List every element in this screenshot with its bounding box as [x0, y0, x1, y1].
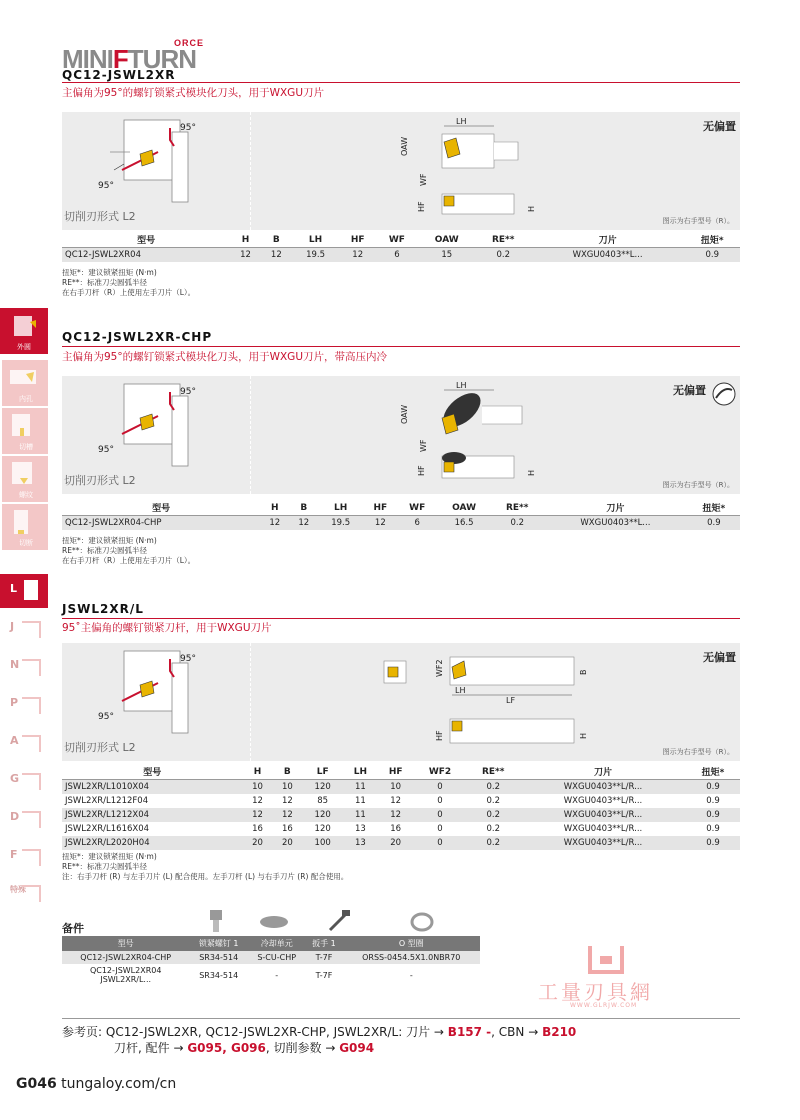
table-cell: 16: [390, 824, 402, 834]
table-cell: 0.2: [476, 248, 531, 263]
panel-divider: [250, 112, 251, 230]
column-header: 型号: [62, 232, 230, 248]
letter-tab-a[interactable]: A: [0, 726, 48, 760]
parts-cell: SR34-514: [189, 951, 248, 964]
table-cell: 0: [437, 796, 443, 806]
reference-pages: 参考页: QC12-JSWL2XR, QC12-JSWL2XR-CHP, JSWL2XR/L: 刀片 → B157 -, CBN → B210 刀杆, 配件 → G095, G096, 切削参数 → G094: [62, 1025, 577, 1055]
side-tab-label: 切槽: [19, 443, 33, 451]
coolant-unit-icon: [260, 916, 288, 928]
column-header: H: [243, 764, 273, 780]
section-3-cut-label: 切削刃形式 L2: [64, 741, 136, 754]
parts-column-header: 冷却单元: [248, 936, 305, 951]
section-3-notes: [62, 852, 348, 882]
wrench-icon: [330, 910, 350, 930]
section-1-drawing: [62, 112, 740, 230]
parts-table: [62, 936, 480, 986]
column-header: B: [272, 764, 302, 780]
table-cell: 15: [418, 248, 476, 263]
table-cell: 0.2: [467, 780, 520, 795]
parts-cell: ORSS-0454.5X1.0NBR70: [343, 951, 480, 964]
section-3-drawing: [62, 643, 740, 761]
reference-rule: [62, 1018, 740, 1019]
table-cell: 16.5: [437, 516, 492, 531]
brand-logo-text: MINIFTURN: [62, 44, 196, 74]
section-3-drawing-panel: [62, 643, 740, 761]
side-tab-label: 外圆: [17, 343, 31, 351]
svg-text:95°: 95°: [98, 712, 114, 722]
column-header: H: [260, 500, 289, 516]
column-header: 型号: [62, 764, 243, 780]
parts-title: 备件: [62, 922, 84, 935]
table-cell: 0.2: [486, 824, 500, 834]
table-row: [62, 836, 740, 850]
letter-tab-special[interactable]: 特殊: [0, 876, 48, 910]
table-cell: 0.9: [684, 248, 740, 263]
parts-row: [62, 951, 480, 964]
svg-text:LH: LH: [456, 117, 467, 126]
svg-text:95°: 95°: [180, 387, 196, 397]
table-cell: 13: [355, 824, 366, 834]
section-2-drawing-panel: [62, 376, 740, 494]
table-cell: 12: [260, 516, 289, 531]
letter-tab-d[interactable]: D: [0, 802, 48, 836]
svg-text:H: H: [579, 732, 588, 739]
table-cell: 13: [343, 836, 378, 850]
table-cell: 10: [272, 780, 302, 795]
side-tab-label: 内孔: [19, 395, 33, 403]
svg-text:WF: WF: [419, 173, 428, 186]
table-cell: 100: [302, 836, 343, 850]
svg-text:LF: LF: [506, 696, 516, 705]
note-line: RE**：标准刀尖圆弧半径: [62, 278, 147, 287]
table-cell: 120: [302, 780, 343, 795]
grooving-icon: [2, 408, 48, 442]
column-header: LH: [292, 232, 340, 248]
table-row: [62, 516, 740, 531]
table-cell: 0.9: [686, 808, 740, 822]
svg-text:HF: HF: [417, 201, 426, 212]
column-header: LF: [302, 764, 343, 780]
note-line: 扭矩*：建议锁紧扭矩 (N·m): [62, 852, 157, 861]
table-cell: 0: [413, 780, 466, 795]
column-header: RE**: [476, 232, 531, 248]
column-header: 刀片: [531, 232, 685, 248]
section-1-cut-label: 切削刃形式 L2: [64, 210, 136, 223]
table-cell: QC12-JSWL2XR04: [62, 248, 230, 263]
parting-icon: [2, 504, 48, 538]
watermark-logo-icon: [586, 944, 626, 974]
ref-link-g095[interactable]: G095, G096: [187, 1041, 266, 1055]
table-cell: 0.2: [486, 796, 500, 806]
letter-tab-g[interactable]: G: [0, 764, 48, 798]
column-header: B: [289, 500, 318, 516]
table-cell: 12: [363, 516, 398, 531]
section-2-cut-label: 切削刃形式 L2: [64, 474, 136, 487]
table-cell: 0.9: [706, 824, 720, 834]
l-shape-icon: [0, 574, 48, 608]
watermark-url: WWW.GLRJW.COM: [570, 1002, 638, 1009]
svg-text:95°: 95°: [98, 181, 114, 191]
website-link[interactable]: tungaloy.com/cn: [61, 1076, 177, 1092]
table-row: [62, 794, 740, 808]
table-cell: 85: [317, 796, 329, 806]
special-shape-icon: [0, 876, 48, 910]
ref-link-g094[interactable]: G094: [339, 1041, 375, 1055]
table-cell: WXGU0403**L/R...: [520, 836, 686, 850]
table-cell: 20: [378, 836, 414, 850]
section-1-subtitle: 主偏角为95°的螺钉锁紧式模块化刀头，用于WXGU刀片: [62, 87, 325, 99]
table-cell: 0: [413, 836, 466, 850]
column-header: HF: [339, 232, 376, 248]
table-cell: 12: [230, 248, 261, 263]
parts-cell: SR34-514: [199, 970, 239, 980]
svg-text:WF2: WF2: [435, 659, 444, 677]
column-header: WF: [398, 500, 437, 516]
side-tab-threading[interactable]: [2, 456, 48, 502]
p-shape-icon: [0, 688, 48, 722]
j-shape-icon: [0, 612, 48, 646]
table-cell: 20: [272, 836, 302, 850]
table-cell: WXGU0403**L...: [531, 248, 685, 263]
threading-icon: [2, 456, 48, 490]
d-shape-icon: [0, 802, 48, 836]
side-tab-grooving[interactable]: [2, 408, 48, 454]
svg-text:B: B: [579, 669, 588, 675]
screw-icon: [210, 910, 222, 932]
parts-column-header: 锁紧螺钉 1: [189, 936, 248, 951]
section-3-rule: [62, 618, 740, 619]
letter-tab-j[interactable]: J: [0, 612, 48, 646]
svg-text:95°: 95°: [180, 123, 196, 133]
column-header: HF: [378, 764, 414, 780]
section-3-rh-note: 图示为右手型号（R）。: [662, 748, 734, 756]
parts-column-header: O 型圈: [343, 936, 480, 951]
svg-text:95°: 95°: [98, 445, 114, 455]
panel-divider: [250, 376, 251, 494]
table-cell: 0.9: [686, 780, 740, 795]
note-line: 在右手刀杆（R）上使用左手刀片（L）。: [62, 288, 196, 297]
page-number: G046: [16, 1076, 57, 1092]
side-tab-label: 切断: [19, 539, 33, 547]
table-cell: JSWL2XR/L1212X04: [62, 808, 243, 822]
table-cell: 11: [355, 796, 366, 806]
column-header: LH: [318, 500, 363, 516]
panel-divider: [250, 643, 251, 761]
ref-link-b210[interactable]: B210: [542, 1025, 577, 1039]
table-cell: QC12-JSWL2XR04-CHP: [62, 516, 260, 531]
a-shape-icon: [0, 726, 48, 760]
column-header: B: [261, 232, 292, 248]
section-2-rule: [62, 346, 740, 347]
f-shape-icon: [0, 840, 48, 874]
table-cell: WXGU0403**L/R...: [520, 780, 686, 795]
parts-column-header: 扳手 1: [305, 936, 342, 951]
column-header: 扭矩*: [684, 232, 740, 248]
table-cell: 12: [261, 248, 292, 263]
table-cell: 0.2: [467, 808, 520, 822]
table-cell: 0: [437, 824, 443, 834]
ref-link-b157[interactable]: B157 -: [447, 1025, 492, 1039]
column-header: WF: [376, 232, 418, 248]
note-line: 在右手刀杆（R）上使用左手刀片（L）。: [62, 556, 196, 565]
table-cell: 120: [302, 808, 343, 822]
table-cell: 12: [281, 796, 293, 806]
table-cell: JSWL2XR/L1616X04: [65, 824, 150, 834]
table-cell: 19.5: [292, 248, 340, 263]
column-header: 扭矩*: [686, 764, 740, 780]
letter-tab-l[interactable]: L: [0, 574, 48, 608]
parts-cell: QC12-JSWL2XR04 JSWL2XR/L...: [89, 966, 162, 984]
parts-cell: -: [409, 970, 413, 980]
svg-text:LH: LH: [456, 381, 467, 390]
table-cell: 12: [378, 808, 414, 822]
svg-text:OAW: OAW: [400, 136, 409, 156]
note-line: 扭矩*：建议锁紧扭矩 (N·m): [62, 536, 157, 545]
table-cell: WXGU0403**L/R...: [563, 824, 643, 834]
column-header: 刀片: [520, 764, 686, 780]
table-row: [62, 822, 740, 836]
section-3-title: JSWL2XR/L: [62, 602, 144, 616]
brand-logo: [62, 38, 252, 74]
table-cell: 12: [243, 808, 273, 822]
table-cell: 16: [252, 824, 263, 834]
section-2-title: QC12-JSWL2XR-CHP: [62, 330, 213, 344]
table-cell: 12: [339, 248, 376, 263]
side-tab-label: 螺纹: [19, 491, 33, 499]
section-1-rule: [62, 82, 740, 83]
table-cell: 0.9: [688, 516, 740, 531]
column-header: OAW: [437, 500, 492, 516]
section-1-title: QC12-JSWL2XR: [62, 68, 176, 82]
svg-text:H: H: [527, 469, 536, 476]
svg-text:HF: HF: [417, 465, 426, 476]
external-turning-icon: [0, 308, 48, 342]
section-1-drawing-panel: [62, 112, 740, 230]
section-2-offset: 无偏置: [673, 384, 706, 397]
parts-row: [62, 964, 480, 986]
table-row: [62, 808, 740, 822]
section-1-rh-note: 图示为右手型号（R）。: [662, 217, 734, 225]
svg-text:H: H: [527, 205, 536, 212]
table-row: [62, 248, 740, 263]
column-header: RE**: [491, 500, 543, 516]
letter-tab-p[interactable]: P: [0, 688, 48, 722]
table-cell: 12: [289, 516, 318, 531]
letter-tab-n[interactable]: N: [0, 650, 48, 684]
table-row: [62, 780, 740, 795]
section-1-notes: [62, 268, 195, 298]
column-header: RE**: [467, 764, 520, 780]
side-tab-external[interactable]: [0, 308, 48, 354]
column-header: HF: [363, 500, 398, 516]
svg-text:WF: WF: [419, 439, 428, 452]
table-cell: 0.2: [467, 836, 520, 850]
column-header: WF2: [413, 764, 466, 780]
section-1-spec-table: [62, 232, 740, 262]
section-2-spec-table: [62, 500, 740, 530]
table-cell: WXGU0403**L/R...: [520, 808, 686, 822]
column-header: 刀片: [543, 500, 688, 516]
table-cell: JSWL2XR/L1212F04: [65, 796, 149, 806]
svg-text:OAW: OAW: [400, 404, 409, 424]
svg-text:95°: 95°: [180, 654, 196, 664]
column-header: OAW: [418, 232, 476, 248]
table-cell: 120: [314, 824, 331, 834]
parts-cell: T-7F: [305, 951, 342, 964]
brand-logo-force: ORCE: [174, 38, 205, 48]
section-1-offset: 无偏置: [703, 120, 736, 133]
parts-cell: T-7F: [315, 970, 333, 980]
section-2-notes: [62, 536, 195, 566]
table-cell: JSWL2XR/L2020H04: [62, 836, 243, 850]
table-cell: 19.5: [318, 516, 363, 531]
section-2-drawing: [62, 376, 740, 494]
table-cell: WXGU0403**L/R...: [563, 796, 643, 806]
column-header: H: [230, 232, 261, 248]
parts-cell: QC12-JSWL2XR04-CHP: [62, 951, 189, 964]
table-cell: JSWL2XR/L1010X04: [62, 780, 243, 795]
table-cell: 12: [390, 796, 402, 806]
n-shape-icon: [0, 650, 48, 684]
o-ring-icon: [412, 914, 432, 930]
svg-text:LH: LH: [455, 686, 466, 695]
table-cell: 11: [343, 780, 378, 795]
table-cell: 20: [243, 836, 273, 850]
note-line: RE**：标准刀尖圆弧半径: [62, 862, 147, 871]
watermark-text: 工量刃具網: [538, 980, 653, 1004]
side-tab-parting[interactable]: [2, 504, 48, 550]
note-line: 扭矩*：建议锁紧扭矩 (N·m): [62, 268, 157, 277]
svg-text:HF: HF: [435, 730, 444, 741]
section-2-subtitle: 主偏角为95°的螺钉锁紧式模块化刀头，用于WXGU刀片，带高压内冷: [62, 351, 388, 363]
section-3-subtitle: 95˚主偏角的螺钉锁紧刀杆，用于WXGU刀片: [62, 622, 272, 634]
table-cell: 0: [413, 808, 466, 822]
column-header: LH: [343, 764, 378, 780]
parts-icons: [190, 906, 480, 936]
table-cell: 16: [281, 824, 293, 834]
column-header: 型号: [62, 500, 260, 516]
column-header: 扭矩*: [688, 500, 740, 516]
table-cell: 11: [343, 808, 378, 822]
page-footer: [16, 1076, 176, 1092]
section-3-offset: 无偏置: [703, 651, 736, 664]
table-cell: 6: [376, 248, 418, 263]
section-2-rh-note: 图示为右手型号（R）。: [662, 481, 734, 489]
parts-column-header: 型号: [62, 936, 189, 951]
parts-cell: -: [275, 970, 279, 980]
note-line: 注：右手刀杆 (R) 与左手刀片 (L) 配合使用。左手刀杆 (L) 与右手刀片 (R) 配合使用。: [62, 872, 349, 881]
g-shape-icon: [0, 764, 48, 798]
table-cell: 6: [398, 516, 437, 531]
table-cell: 0.9: [686, 836, 740, 850]
table-cell: 12: [252, 796, 263, 806]
table-cell: 12: [272, 808, 302, 822]
parts-cell: S-CU-CHP: [248, 951, 305, 964]
boring-icon: [2, 360, 48, 394]
section-3-spec-table: [62, 764, 740, 850]
table-cell: WXGU0403**L...: [543, 516, 688, 531]
letter-tab-f[interactable]: F: [0, 840, 48, 874]
table-cell: 0.9: [706, 796, 720, 806]
table-cell: 10: [378, 780, 414, 795]
table-cell: 10: [243, 780, 273, 795]
side-tab-internal[interactable]: [2, 360, 48, 406]
note-line: RE**：标准刀尖圆弧半径: [62, 546, 147, 555]
table-cell: 0.2: [491, 516, 543, 531]
